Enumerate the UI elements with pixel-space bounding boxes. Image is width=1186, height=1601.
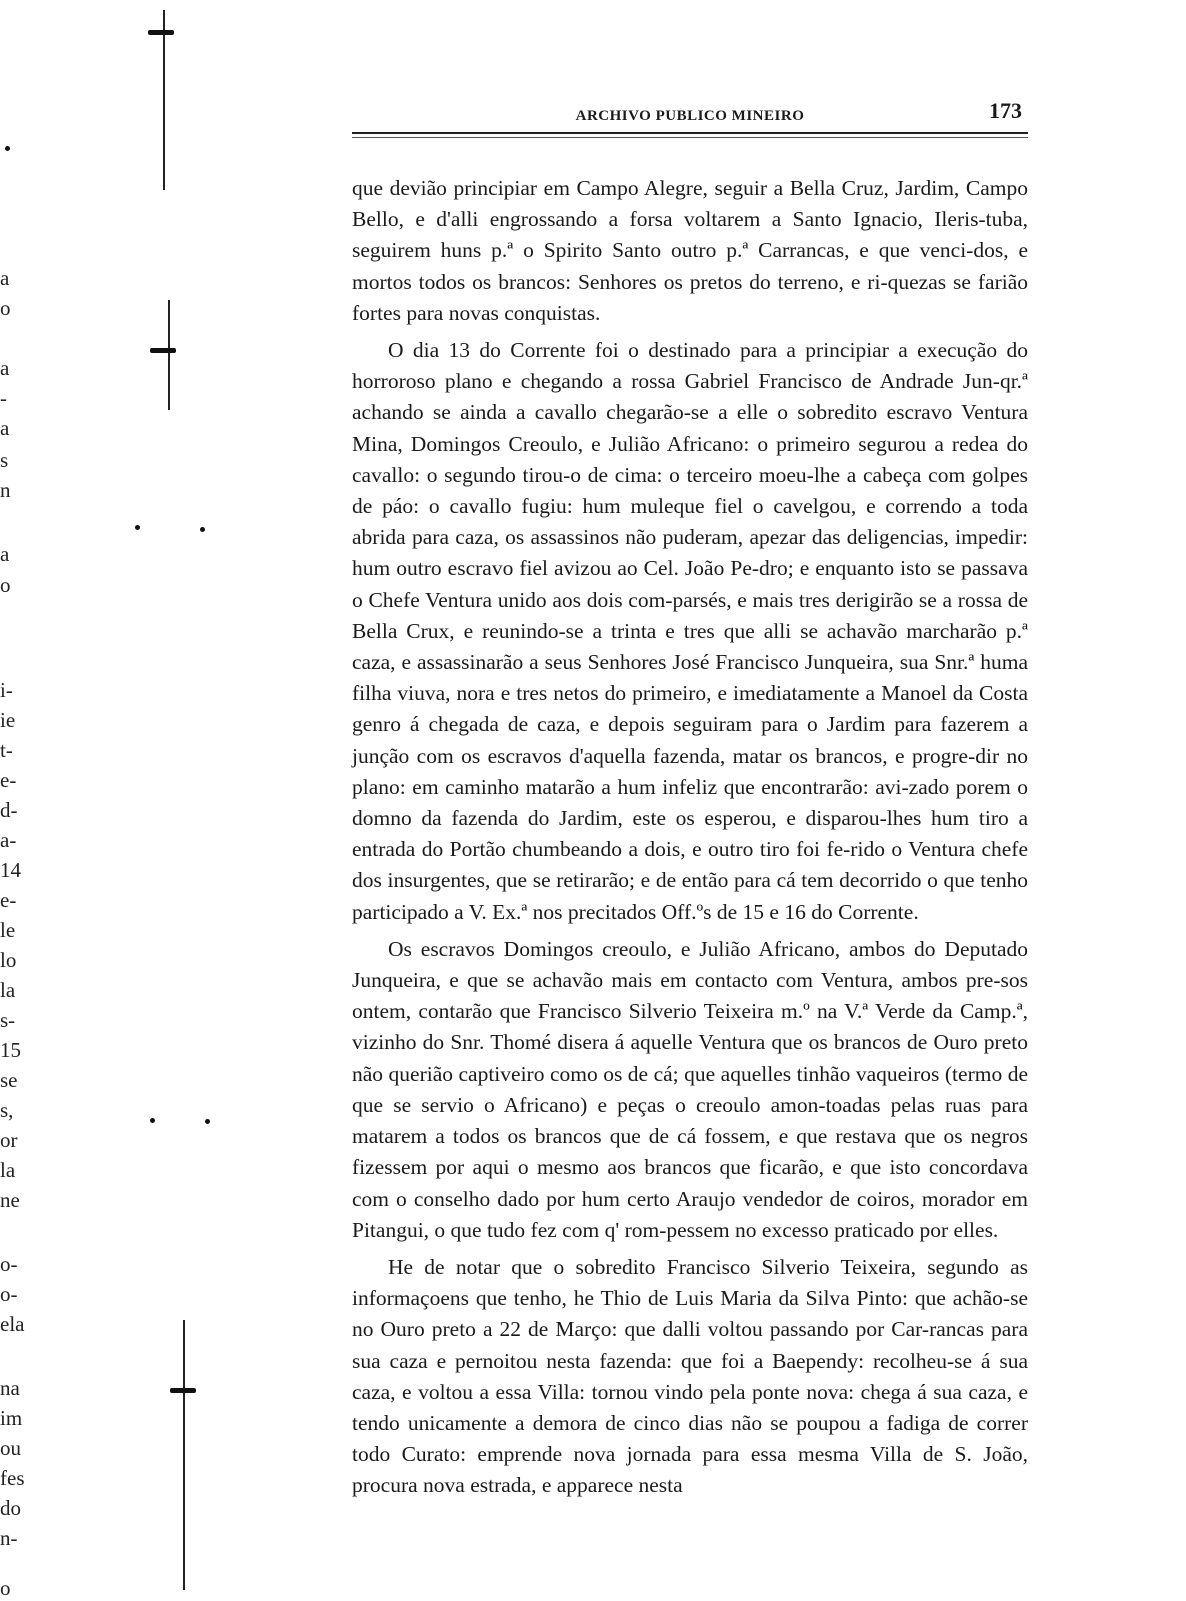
gutter-fragment: t- xyxy=(0,738,13,762)
binding-rule-upper xyxy=(163,10,165,190)
gutter-fragment: ie xyxy=(0,708,16,732)
gutter-fragment: a xyxy=(0,356,10,380)
binding-rule-middle xyxy=(168,300,170,410)
paragraph-1: que devião principiar em Campo Alegre, seguir a Bella Cruz, Jardim, Campo Bello, e d'alli engrossando a forsa voltarem a Santo Ignacio, Ileris-tuba, seguirem huns p.ª o Spirito Santo outro p.ª Carrancas, e que venci-dos, e mortos todos os brancos: Senhores os pretos do terreno, e ri-quezas se farião fortes para novas conquistas. xyxy=(352,176,1028,325)
gutter-fragment: fes xyxy=(0,1466,25,1490)
gutter-fragment: ne xyxy=(0,1188,20,1212)
gutter-fragment: n- xyxy=(0,1526,18,1550)
gutter-fragment: o- xyxy=(0,1252,18,1276)
gutter-fragment: 15 xyxy=(0,1038,21,1062)
gutter-fragment: e- xyxy=(0,768,17,792)
gutter-fragment: n xyxy=(0,478,11,502)
gutter-fragment: a xyxy=(0,542,10,566)
running-title: ARCHIVO PUBLICO MINEIRO xyxy=(575,108,805,124)
gutter-fragment: - xyxy=(0,386,7,410)
gutter-fragment: se xyxy=(0,1068,18,1092)
binding-tick-3 xyxy=(170,1388,196,1393)
gutter-fragment: o xyxy=(0,573,11,597)
paragraph-3: Os escravos Domingos creoulo, e Julião Africano, ambos do Deputado Junqueira, e que se achavão mais em contacto com Ventura, ambos pre-sos ontem, contarão que Francisco Silverio Teixeira m.º na V.ª Verde da Camp.ª, vizinho do Snr. Thomé disera á aquelle Ventura que os brancos de Ouro preto não querião captiveiro como os de cá; que aquelles tinhão vaqueiros (termo de que se servio o Africano) e peças o creoulo amon-toadas pelas ruas para matarem a todos os brancos que de cá fossem, e que restava que os negros fizessem por aqui o mesmo aos brancos que ficarão, e que isto concordava com o conselho dado por hum certo Araujo vendedor de coiros, morador em Pitangui, o que tudo fez com q' rom-pessem no excesso praticado por elles. xyxy=(352,936,1028,1242)
header-rule xyxy=(352,132,1028,138)
gutter-fragment: ou xyxy=(0,1436,21,1460)
gutter-fragment: s, xyxy=(0,1098,14,1122)
gutter-fragment: i- xyxy=(0,678,13,702)
paragraph-2: O dia 13 do Corrente foi o destinado para a principiar a execução do horroroso plano e chegando a rossa Gabriel Francisco de Andrade Jun-qr.ª achando se ainda a cavallo chegarão-se a elle o sobredito escravo Ventura Mina, Domingos Creoulo, e Julião Africano: o primeiro segurou a redea do cavallo: o segundo tirou-o de cima: o terceiro moeu-lhe a cabeça com golpes de páo: o cavallo fugiu: hum muleque fiel o cavelgou, e correndo a toda abrida para caza, os assassinos não puderam, apezar das deligencias, impedir: hum outro escravo fiel avizou ao Cel. João Pe-dro; e enquanto isto se passava o Chefe Ventura unido aos dois com-parsés, e mais tres derigirão se a rossa de Bella Crux, e reunindo-se a trinta e tres que alli se achavão marcharão p.ª caza, e assassinarão a seus Senhores José Francisco Junqueira, sua Snr.ª huma filha viuva, nora e tres netos do primeiro, e imediatamente a Manoel da Costa genro á chegada de caza, e depois seguiram para o Jardim para fazerem a junção com os escravos d'aquella fazenda, matar os brancos, e progre-dir no plano: em caminho matarão a hum infeliz que encontrarão: avi-zado porem o domno da fazenda do Jardim, este os esperou, e disparou-lhes hum tiro a entrada do Portão chumbeando a dois, e outro tiro foi fe-rido o Ventura chefe dos insurgentes, que se retirarão; e de então para cá tem decorrido o que tenho participado a V. Ex.ª nos precitados Off.ºs de 15 e 16 do Corrente. xyxy=(352,338,1028,924)
speck-5 xyxy=(5,146,10,151)
gutter-fragment: a xyxy=(0,416,10,440)
page-header xyxy=(352,98,1028,132)
gutter-fragment: o xyxy=(0,1576,11,1600)
speck-3 xyxy=(150,1118,155,1123)
gutter-fragment: le xyxy=(0,918,16,942)
gutter-fragment: s- xyxy=(0,1008,16,1032)
gutter-fragment: o- xyxy=(0,1282,18,1306)
gutter-fragment: a- xyxy=(0,828,17,852)
page-number: 173 xyxy=(989,98,1022,123)
gutter-fragment: im xyxy=(0,1406,23,1430)
binding-tick-1 xyxy=(148,30,174,35)
gutter-fragment: or xyxy=(0,1128,18,1152)
speck-4 xyxy=(205,1119,210,1124)
document-body xyxy=(352,173,1028,1508)
gutter-fragment: e- xyxy=(0,888,17,912)
paragraph-4: He de notar que o sobredito Francisco Silverio Teixeira, segundo as informaçoens que tenho, he Thio de Luis Maria da Silva Pinto: que achão-se no Ouro preto a 22 de Março: que dalli voltou passando por Car-rancas para sua caza e pernoitou nesta fazenda: que foi a Baependy: recolheu-se á sua caza, e voltou a essa Villa: tornou vindo pela ponte nova: chega á sua caza, e tendo unicamente a demora de cinco dias não se poupou a fadiga de correr todo Curato: emprende nova jornada para essa mesma Villa de S. João, procura nova estrada, e apparece nesta xyxy=(352,1254,1028,1498)
gutter-fragment: o xyxy=(0,296,11,320)
speck-2 xyxy=(200,527,205,532)
gutter-fragment: la xyxy=(0,978,16,1002)
left-margin-fragments xyxy=(0,0,40,1601)
gutter-fragment: la xyxy=(0,1158,16,1182)
gutter-fragment: lo xyxy=(0,948,17,972)
binding-tick-2 xyxy=(150,348,176,353)
speck-1 xyxy=(135,525,140,530)
gutter-fragment: do xyxy=(0,1496,21,1520)
gutter-fragment: s xyxy=(0,448,9,472)
binding-rule-lower xyxy=(183,1320,185,1590)
gutter-fragment: na xyxy=(0,1376,20,1400)
gutter-fragment: ela xyxy=(0,1312,25,1336)
gutter-fragment: d- xyxy=(0,798,18,822)
gutter-fragment: a xyxy=(0,266,10,290)
gutter-fragment: 14 xyxy=(0,858,21,882)
